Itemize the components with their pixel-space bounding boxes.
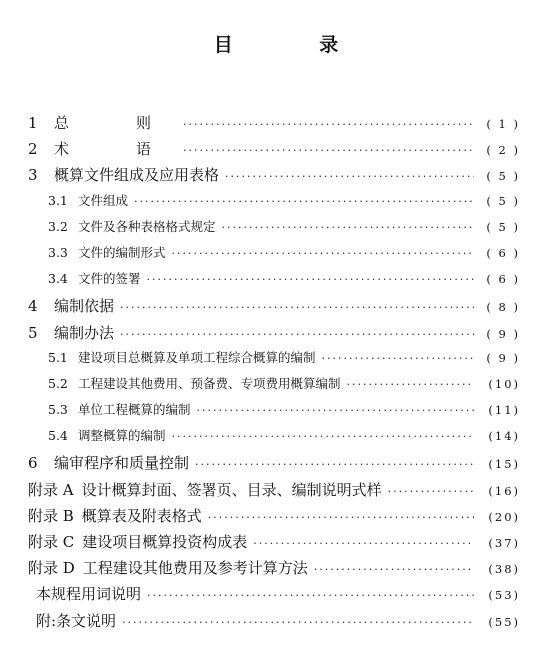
toc-entry-number: 1 bbox=[28, 114, 38, 132]
dot-leader bbox=[120, 328, 474, 341]
toc-entry-label: 文件组成 bbox=[78, 192, 129, 208]
toc-entry-label: 工程建设其他费用、预备费、专项费用概算编制 bbox=[78, 375, 341, 391]
toc-entry[interactable] bbox=[28, 479, 520, 505]
toc-entry-page: (38) bbox=[488, 562, 520, 577]
toc-entry-number: 3.3 bbox=[48, 244, 68, 260]
toc-entry[interactable] bbox=[28, 295, 520, 321]
toc-entry[interactable] bbox=[28, 243, 520, 269]
toc-entry-page: ( 5 ) bbox=[486, 219, 520, 234]
toc-entry-number: 6 bbox=[28, 454, 38, 473]
toc-entry[interactable] bbox=[28, 400, 520, 426]
toc-entry-label: 建设项目概算投资构成表 bbox=[82, 533, 248, 551]
toc-entry-label: 本规程用词说明 bbox=[36, 585, 142, 604]
toc-entry-number: 附录 A bbox=[28, 480, 74, 499]
toc-entry-label: 文件及各种表格格式规定 bbox=[78, 218, 216, 234]
dot-leader bbox=[183, 144, 474, 157]
toc-entry[interactable] bbox=[28, 505, 520, 531]
dot-leader bbox=[388, 485, 474, 498]
toc-entry-page: (11) bbox=[488, 403, 520, 418]
dot-leader bbox=[134, 195, 474, 208]
dot-leader bbox=[314, 563, 474, 576]
toc-entry-number: 3.1 bbox=[48, 192, 68, 208]
toc-entry-number: 5 bbox=[28, 323, 38, 342]
toc-entry-number: 5.3 bbox=[48, 402, 68, 418]
toc-entry-label: 调整概算的编制 bbox=[78, 428, 166, 444]
dot-leader bbox=[195, 458, 474, 471]
toc-entry-label: 附:条文说明 bbox=[36, 611, 117, 630]
toc-entry-page: ( 9 ) bbox=[486, 350, 520, 365]
dot-leader bbox=[208, 511, 474, 524]
toc-entry-page: ( 5 ) bbox=[486, 193, 520, 208]
dot-leader bbox=[183, 118, 474, 131]
toc-entry-page: (53) bbox=[488, 588, 520, 603]
dot-leader bbox=[172, 247, 474, 260]
toc-entry-page: ( 6 ) bbox=[486, 245, 520, 260]
dot-leader bbox=[225, 170, 474, 183]
dot-leader bbox=[122, 616, 474, 629]
toc-entry-number: 3 bbox=[28, 166, 38, 185]
dot-leader bbox=[322, 352, 474, 365]
toc-entry[interactable] bbox=[28, 531, 520, 557]
toc-entry-page: ( 8 ) bbox=[486, 300, 520, 315]
toc-entry[interactable] bbox=[28, 269, 520, 295]
toc-entry[interactable] bbox=[28, 452, 520, 478]
toc-entry-number: 3.4 bbox=[48, 271, 68, 287]
toc-entry[interactable] bbox=[28, 557, 520, 583]
toc-entry[interactable] bbox=[28, 322, 520, 348]
toc-entry-page: ( 9 ) bbox=[486, 326, 520, 341]
toc-entry[interactable] bbox=[28, 610, 520, 636]
dot-leader bbox=[347, 378, 474, 391]
toc-entry-page: (14) bbox=[488, 429, 520, 444]
toc-entry-label: 概算表及附表格式 bbox=[81, 506, 202, 525]
dot-leader bbox=[147, 273, 474, 286]
toc-entry-page: (55) bbox=[488, 614, 520, 629]
toc-entry-number: 2 bbox=[28, 140, 38, 159]
toc-entry-number: 5.4 bbox=[48, 428, 68, 444]
toc-entry-label: 单位工程概算的编制 bbox=[78, 402, 191, 418]
dot-leader bbox=[222, 221, 474, 234]
toc-entry-label: 编制依据 bbox=[54, 297, 115, 316]
toc-entry-label: 工程建设其他费用及参考计算方法 bbox=[82, 559, 308, 578]
toc-entry[interactable] bbox=[28, 138, 520, 164]
toc-entry[interactable] bbox=[28, 374, 520, 400]
toc-entry[interactable] bbox=[28, 191, 520, 217]
toc-entry-page: ( 5 ) bbox=[486, 169, 520, 184]
toc-entry-number: 4 bbox=[28, 297, 38, 316]
toc-entry-page: (10) bbox=[488, 376, 520, 391]
toc-entry[interactable] bbox=[28, 348, 520, 374]
toc-entry-label: 编制办法 bbox=[54, 323, 115, 342]
toc-entry-label: 文件的签署 bbox=[78, 271, 141, 287]
toc-entry-page: ( 6 ) bbox=[486, 272, 520, 287]
toc-entry-label: 术 语 bbox=[54, 140, 178, 159]
toc-entry-label: 编审程序和质量控制 bbox=[54, 454, 190, 473]
toc-entry-number: 附录 B bbox=[28, 506, 74, 525]
toc-entry-label: 概算文件组成及应用表格 bbox=[54, 166, 220, 185]
toc-entry-number: 5.2 bbox=[48, 375, 68, 391]
toc-entry-label: 文件的编制形式 bbox=[78, 244, 166, 260]
toc-entry-label: 设计概算封面、签署页、目录、编制说明式样 bbox=[81, 480, 382, 499]
dot-leader bbox=[120, 301, 474, 314]
toc-entry-page: ( 1 ) bbox=[486, 117, 520, 131]
dot-leader bbox=[147, 589, 474, 602]
toc-entry[interactable] bbox=[28, 583, 520, 609]
toc-entry-label: 总 则 bbox=[54, 114, 178, 132]
page-title: 目 录 bbox=[213, 34, 379, 56]
toc-entry-number: 附录 C bbox=[28, 533, 75, 551]
dot-leader bbox=[253, 537, 474, 550]
table-of-contents bbox=[28, 112, 520, 636]
toc-entry-page: (15) bbox=[488, 457, 520, 472]
toc-entry-number: 5.1 bbox=[48, 349, 68, 365]
toc-entry[interactable] bbox=[28, 217, 520, 243]
toc-entry-number: 3.2 bbox=[48, 218, 68, 234]
toc-entry[interactable] bbox=[28, 164, 520, 190]
toc-entry-page: (37) bbox=[488, 536, 520, 550]
toc-entry[interactable] bbox=[28, 426, 520, 452]
toc-entry-number: 附录 D bbox=[28, 559, 75, 578]
toc-entry-page: ( 2 ) bbox=[486, 143, 520, 158]
toc-entry[interactable] bbox=[28, 112, 520, 138]
dot-leader bbox=[197, 404, 474, 417]
dot-leader bbox=[172, 430, 474, 443]
toc-entry-page: (20) bbox=[488, 509, 520, 524]
toc-entry-label: 建设项目总概算及单项工程综合概算的编制 bbox=[78, 349, 316, 365]
toc-entry-page: (16) bbox=[488, 483, 520, 498]
